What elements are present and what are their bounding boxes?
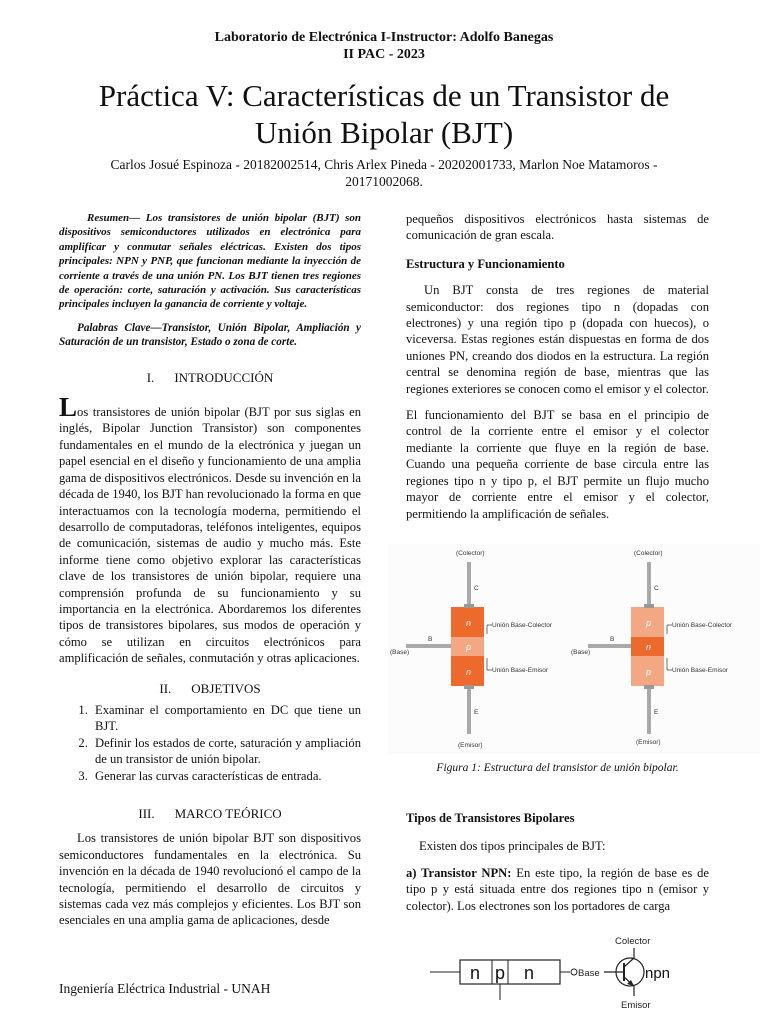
base-lead bbox=[406, 644, 451, 648]
base-lead bbox=[588, 644, 631, 648]
abstract bbox=[59, 211, 361, 312]
emitter-lead-label: E bbox=[474, 709, 479, 716]
npn-block-letter: n bbox=[470, 963, 481, 983]
subheading-types: Tipos de Transistores Bipolares bbox=[406, 811, 575, 825]
base-label: (Base) bbox=[571, 649, 591, 656]
keywords bbox=[59, 321, 361, 350]
lab-header bbox=[0, 29, 768, 63]
emitter-lead bbox=[647, 689, 651, 734]
authors-line2: 20171002068. bbox=[345, 174, 423, 189]
npn-block-letter: n bbox=[524, 963, 535, 983]
section-number: I. bbox=[146, 369, 155, 385]
bjt-structure-diagram bbox=[388, 544, 760, 754]
npn-symbol-figure bbox=[430, 932, 690, 1014]
npn-paragraph bbox=[406, 865, 709, 914]
pnp-letter-mid: n bbox=[646, 642, 652, 652]
keywords-lead: Palabras Clave bbox=[77, 321, 151, 334]
right-column-top bbox=[406, 211, 709, 522]
npn-base-label: Base bbox=[578, 968, 600, 979]
junction-bc-label: Unión Base-Colector bbox=[672, 622, 732, 629]
structure-paragraph-1: Un BJT consta de tres regiones de material semiconductor: dos regiones tipo n (dopadas con electrones) y una región tipo p (dopada con huecos), o viceversa. Estas regiones están dispuestas en forma de dos uniones PN, creando dos diodos en la estructura. La región central se denomina región de base, mientras que las regiones exteriores se conocen como el emisor y el colector. bbox=[406, 283, 709, 396]
emitter-lead-label: E bbox=[654, 709, 659, 716]
keywords-text: —Transistor, Unión Bipolar, Ampliación y Saturación de un transistor, Estado o zona de corte. bbox=[59, 321, 361, 349]
objectives-list bbox=[59, 702, 361, 784]
npn-symbol-diagram bbox=[430, 932, 690, 1014]
paper-title-line2: Unión Bipolar (BJT) bbox=[254, 115, 514, 150]
authors bbox=[60, 156, 708, 190]
continuation-paragraph: pequeños dispositivos electrónicos hasta sistemas de comunicación de gran escala. bbox=[406, 212, 709, 243]
section-title: OBJETIVOS bbox=[191, 680, 261, 696]
npn-block-letter: p bbox=[495, 963, 506, 983]
structure-paragraph-2: El funcionamiento del BJT se basa en el principio de control de la corriente entre el emisor y el colector mediante la corriente que fluye en la región de base. Cuando una pequeña corriente de base circula entre las regiones tipo n y tipo p, el BJT permite un flujo mucho mayor de corriente entre el emisor y el colector, permitiendo la amplificación de señales. bbox=[406, 408, 709, 521]
junction-be-label: Unión Base-Emisor bbox=[672, 667, 728, 674]
pnp-letter-bot: p bbox=[646, 667, 652, 677]
base-lead-label: B bbox=[428, 636, 433, 643]
emitter-label: (Emisor) bbox=[636, 739, 661, 746]
lab-header-line1: Laboratorio de Electrónica I-Instructor: Adolfo Banegas bbox=[214, 30, 554, 45]
subheading-structure: Estructura y Funcionamiento bbox=[406, 256, 565, 271]
paper-title bbox=[0, 77, 768, 151]
abstract-lead: Resumen— bbox=[87, 212, 141, 224]
base-lead-label: B bbox=[610, 636, 615, 643]
abstract-text: Los transistores de unión bipolar (BJT) son dispositivos semiconductores utilizados en electrónica para amplificar y conmutar señales eléctricas. Existen dos tipos principales: NPN y PNP, que funcionan mediante la inyección de corriente a través de una unión PN. Los BJT tienen tres regiones de operación: corte, saturación y activación. Sus características principales incluyen la ganancia de corriente y voltaje. bbox=[59, 212, 361, 311]
collector-label: (Colector) bbox=[456, 550, 485, 557]
base-label: (Base) bbox=[390, 649, 410, 656]
lab-header-line2: II PAC - 2023 bbox=[343, 47, 425, 62]
right-column-bottom bbox=[406, 810, 709, 914]
junction-be-label: Unión Base-Emisor bbox=[492, 667, 548, 674]
section-heading-objectives bbox=[59, 681, 361, 697]
pnp-letter-top: p bbox=[646, 618, 652, 628]
emitter-lead bbox=[467, 689, 471, 734]
emitter-contact bbox=[644, 685, 654, 689]
theory-paragraph: Los transistores de unión bipolar BJT son dispositivos semiconductores fundamentales en la electrónica. Su invención en la década de 1940 revolucionó el campo de la tecnología, permitiendo el desarrollo de circuitos y sistemas cada vez más complejos y eficientes. Los BJT son esenciales en una amplia gama de aplicaciones, desde bbox=[59, 831, 361, 928]
page-footer: Ingeniería Eléctrica Industrial - UNAH bbox=[59, 981, 271, 996]
npn-type-label: npn bbox=[645, 965, 671, 982]
npn-lead: a) Transistor NPN: bbox=[406, 865, 512, 880]
section-title: MARCO TEÓRICO bbox=[174, 806, 282, 821]
objective-item: 3. Generar las curvas características de entrada. bbox=[91, 768, 361, 784]
section-number: II. bbox=[159, 680, 172, 696]
objective-item: 1. Examinar el comportamiento en DC que tiene un BJT. bbox=[91, 702, 361, 735]
npn-text: En este tipo, la región de base es de tipo p y está situada entre dos regiones tipo n (emisor y colector). Los electrones son los portadores de carga bbox=[406, 865, 709, 913]
collector-lead-label: C bbox=[474, 585, 479, 592]
intro-paragraph bbox=[59, 392, 361, 667]
npn-letter-bot: n bbox=[466, 667, 472, 677]
bjt-structure-figure bbox=[388, 544, 760, 754]
intro-text: os transistores de unión bipolar (BJT por sus siglas en inglés, Bipolar Junction Transistor) son componentes fundamentales en el mundo de la electrónica y juegan un papel esencial en el diseño y funcionamiento de una amplia gama de dispositivos electrónicos. Desde su invención en la década de 1940, los BJT han revolucionado la forma en que interactuamos con la tecnología moderna, permitiendo el desarrollo de computadoras, teléfonos inteligentes, equipos de comunicación, sistemas de audio y mucho más. Este informe tiene como objetivo explorar las características clave de los transistores de unión bipolar, requiere una comprensión profunda de su funcionamiento y su importancia en la electrónica. Abordaremos los diferentes tipos de transistores bipolares, sus modos de operación y cómo se utilizan en circuitos electrónicos para amplificación de señales, conmutación y otras aplicaciones. bbox=[59, 405, 361, 666]
collector-lead bbox=[647, 562, 651, 606]
collector-label: (Colector) bbox=[634, 550, 663, 557]
collector-lead-label: C bbox=[654, 585, 659, 592]
emitter-label: (Emisor) bbox=[458, 742, 483, 749]
collector-contact bbox=[644, 604, 654, 608]
paper-title-line1: Práctica V: Características de un Transistor de bbox=[98, 78, 670, 113]
authors-line1: Carlos Josué Espinoza - 20182002514, Chris Arlex Pineda - 20202001733, Marlon Noe Matamoros - bbox=[110, 157, 658, 172]
types-intro: Existen dos tipos principales de BJT: bbox=[419, 839, 606, 854]
section-number: III. bbox=[138, 806, 155, 821]
npn-letter-top: n bbox=[466, 618, 472, 628]
npn-emitter-label: Emisor bbox=[621, 1000, 651, 1011]
section-heading-intro bbox=[59, 370, 361, 386]
junction-bc-label: Unión Base-Colector bbox=[492, 622, 552, 629]
figure-caption: Figura 1: Estructura del transistor de unión bipolar. bbox=[436, 762, 679, 774]
npn-letter-mid: p bbox=[466, 642, 472, 652]
emitter-contact bbox=[464, 685, 474, 689]
section-title: INTRODUCCIÓN bbox=[174, 369, 274, 385]
drop-cap: L bbox=[59, 392, 78, 423]
left-column bbox=[59, 211, 361, 929]
npn-collector-label: Colector bbox=[615, 936, 651, 947]
objective-item: 2. Definir los estados de corte, saturación y ampliación de un transistor de unión bipolar. bbox=[91, 735, 361, 768]
collector-contact bbox=[464, 604, 474, 608]
section-heading-theory bbox=[59, 806, 361, 822]
collector-lead bbox=[467, 562, 471, 606]
